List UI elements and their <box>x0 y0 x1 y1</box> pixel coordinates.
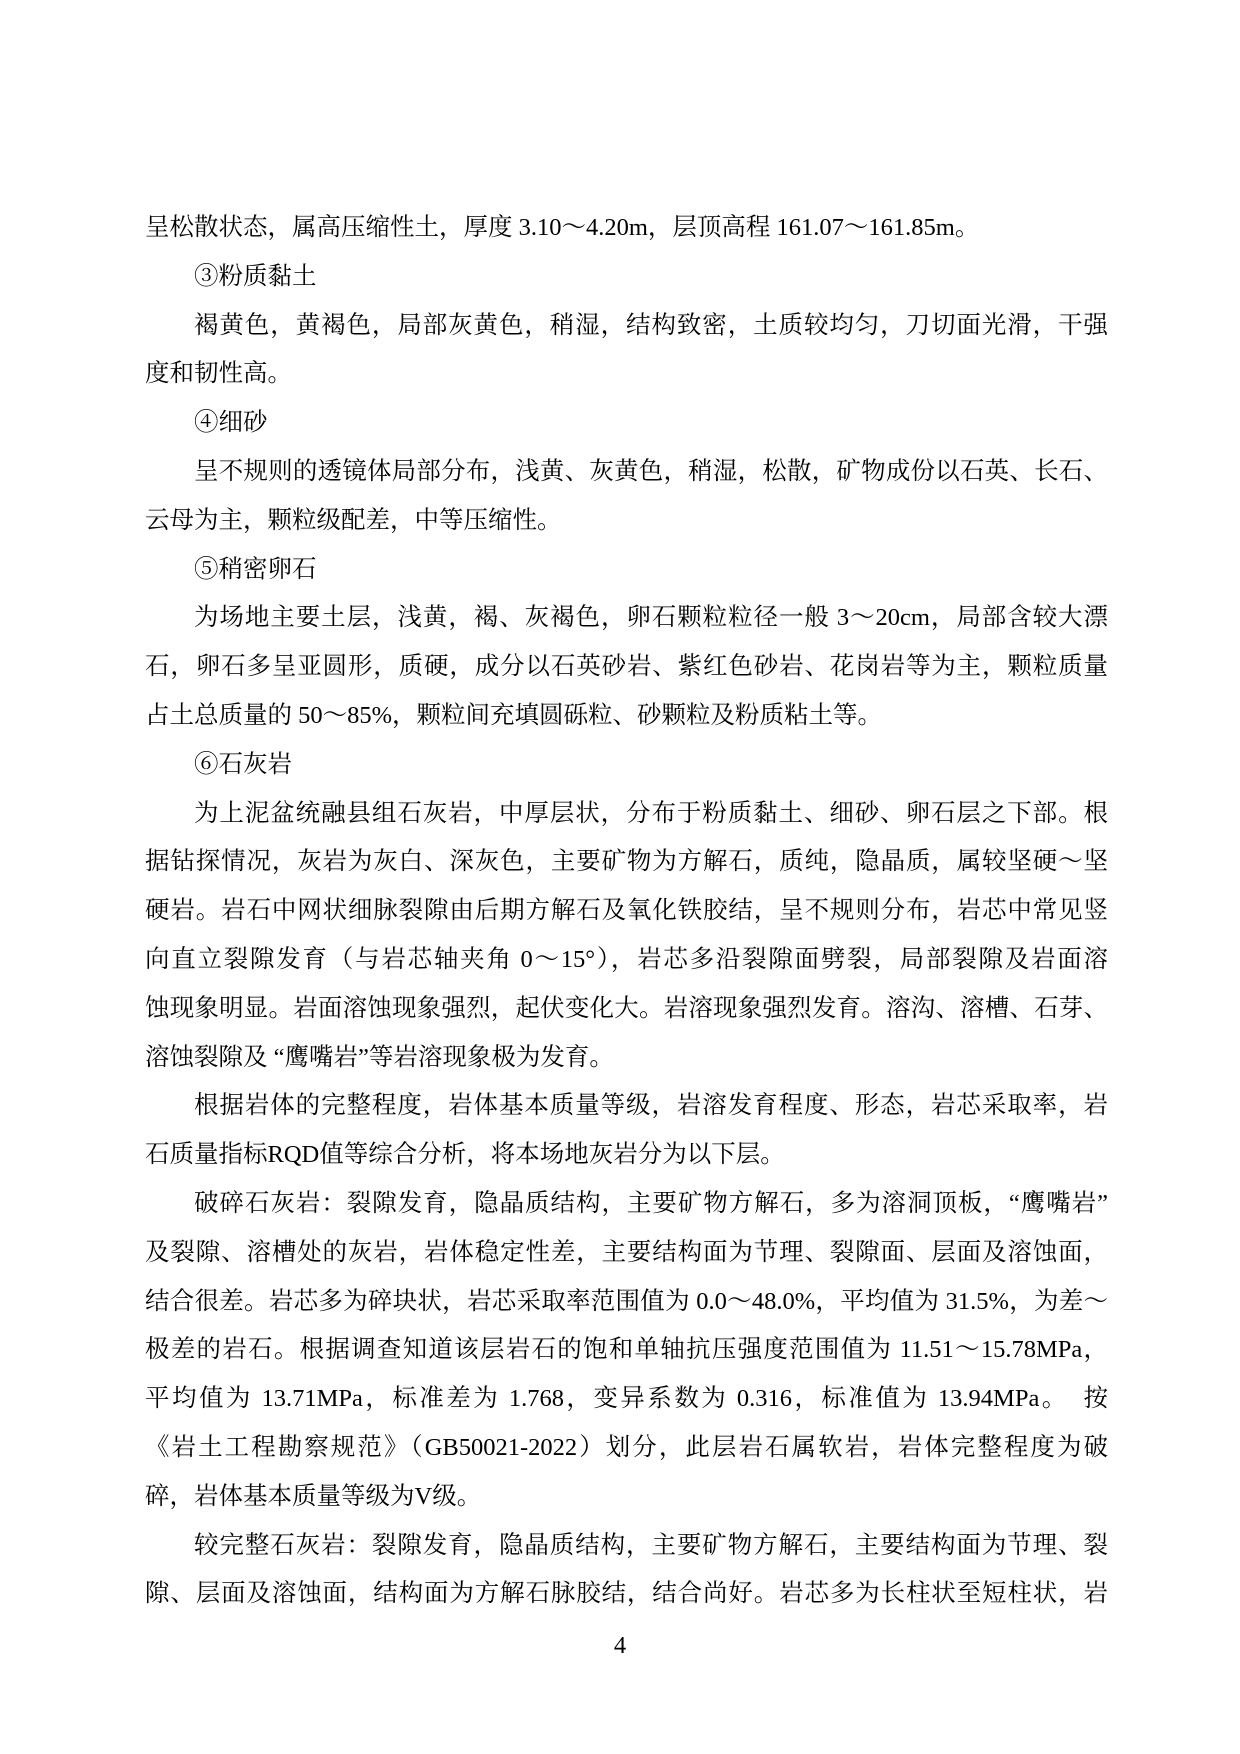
text-line: 根据岩体的完整程度，岩体基本质量等级，岩溶发育程度、形态，岩芯采取率，岩 <box>194 1092 1108 1120</box>
text-line: 据钻探情况，灰岩为灰白、深灰色，主要矿物为方解石，质纯，隐晶质，属较坚硬～坚 <box>145 848 1108 876</box>
text-line: ⑥石灰岩 <box>194 750 292 778</box>
page-content <box>145 204 1108 1619</box>
text-line: 碎，岩体基本质量等级为V级。 <box>145 1482 482 1510</box>
text-line: 为场地主要土层，浅黄，褐、灰褐色，卵石颗粒粒径一般 3～20cm，局部含较大漂 <box>194 604 1108 632</box>
paragraph <box>145 204 1108 253</box>
text-line: 石，卵石多呈亚圆形，质硬，成分以石英砂岩、紫红色砂岩、花岗岩等为主，颗粒质量 <box>145 653 1108 681</box>
paragraph <box>145 302 1108 400</box>
paragraph <box>145 1180 1108 1522</box>
text-line: 结合很差。岩芯多为碎块状，岩芯采取率范围值为 0.0～48.0%，平均值为 31.5%，为差～ <box>145 1287 1108 1315</box>
text-line: 极差的岩石。根据调查知道该层岩石的饱和单轴抗压强度范围值为 11.51～15.78MPa， <box>145 1336 1108 1364</box>
text-line: 呈不规则的透镜体局部分布，浅黄、灰黄色，稍湿，松散，矿物成份以石英、长石、 <box>194 457 1108 485</box>
page-number: 4 <box>613 1632 627 1659</box>
paragraph <box>145 399 1108 448</box>
text-line: 《岩土工程勘察规范》（GB50021-2022）划分，此层岩石属软岩，岩体完整程度为破 <box>145 1433 1108 1461</box>
text-line: 呈松散状态，属高压缩性土，厚度 3.10～4.20m，层顶高程 161.07～161.85m。 <box>145 214 980 241</box>
paragraph <box>145 546 1108 595</box>
text-line: 平均值为 13.71MPa，标准差为 1.768，变异系数为 0.316，标准值为 13.94MPa。 按 <box>145 1385 1108 1413</box>
text-line: 破碎石灰岩：裂隙发育，隐晶质结构，主要矿物方解石，多为溶洞顶板，“鹰嘴岩” <box>194 1189 1108 1217</box>
text-line: 及裂隙、溶槽处的灰岩，岩体稳定性差，主要结构面为节理、裂隙面、层面及溶蚀面， <box>145 1238 1108 1266</box>
page-footer <box>0 1622 1240 1671</box>
text-line: 较完整石灰岩：裂隙发育，隐晶质结构，主要矿物方解石，主要结构面为节理、裂 <box>194 1531 1108 1559</box>
paragraph <box>145 790 1108 1083</box>
text-line: 石质量指标RQD值等综合分析，将本场地灰岩分为以下层。 <box>145 1141 785 1169</box>
paragraph <box>145 448 1108 546</box>
text-line: 向直立裂隙发育（与岩芯轴夹角 0～15°），岩芯多沿裂隙面劈裂，局部裂隙及岩面溶 <box>145 945 1108 973</box>
text-line: ③粉质黏土 <box>194 262 317 290</box>
text-line: 度和韧性高。 <box>145 360 292 388</box>
text-line: ⑤稍密卵石 <box>194 555 317 583</box>
paragraph <box>145 253 1108 302</box>
paragraph <box>145 1082 1108 1180</box>
text-line: 云母为主，颗粒级配差，中等压缩性。 <box>145 506 562 534</box>
paragraph <box>145 741 1108 790</box>
text-line: 隙、层面及溶蚀面，结构面为方解石脉胶结，结合尚好。岩芯多为长柱状至短柱状，岩 <box>145 1580 1108 1608</box>
text-line: 占土总质量的 50～85%，颗粒间充填圆砾粒、砂颗粒及粉质粘土等。 <box>145 701 883 729</box>
paragraph <box>145 594 1108 740</box>
text-line: 为上泥盆统融县组石灰岩，中厚层状，分布于粉质黏土、细砂、卵石层之下部。根 <box>194 799 1108 827</box>
text-line: 溶蚀裂隙及 “鹰嘴岩”等岩溶现象极为发育。 <box>145 1043 614 1071</box>
text-line: 硬岩。岩石中网状细脉裂隙由后期方解石及氧化铁胶结，呈不规则分布，岩芯中常见竖 <box>145 897 1108 925</box>
text-line: 褐黄色，黄褐色，局部灰黄色，稍湿，结构致密，土质较均匀，刀切面光滑，干强 <box>194 311 1108 339</box>
paragraph <box>145 1522 1108 1620</box>
text-line: ④细砂 <box>194 409 268 437</box>
text-line: 蚀现象明显。岩面溶蚀现象强烈，起伏变化大。岩溶现象强烈发育。溶沟、溶槽、石芽、 <box>145 994 1108 1022</box>
